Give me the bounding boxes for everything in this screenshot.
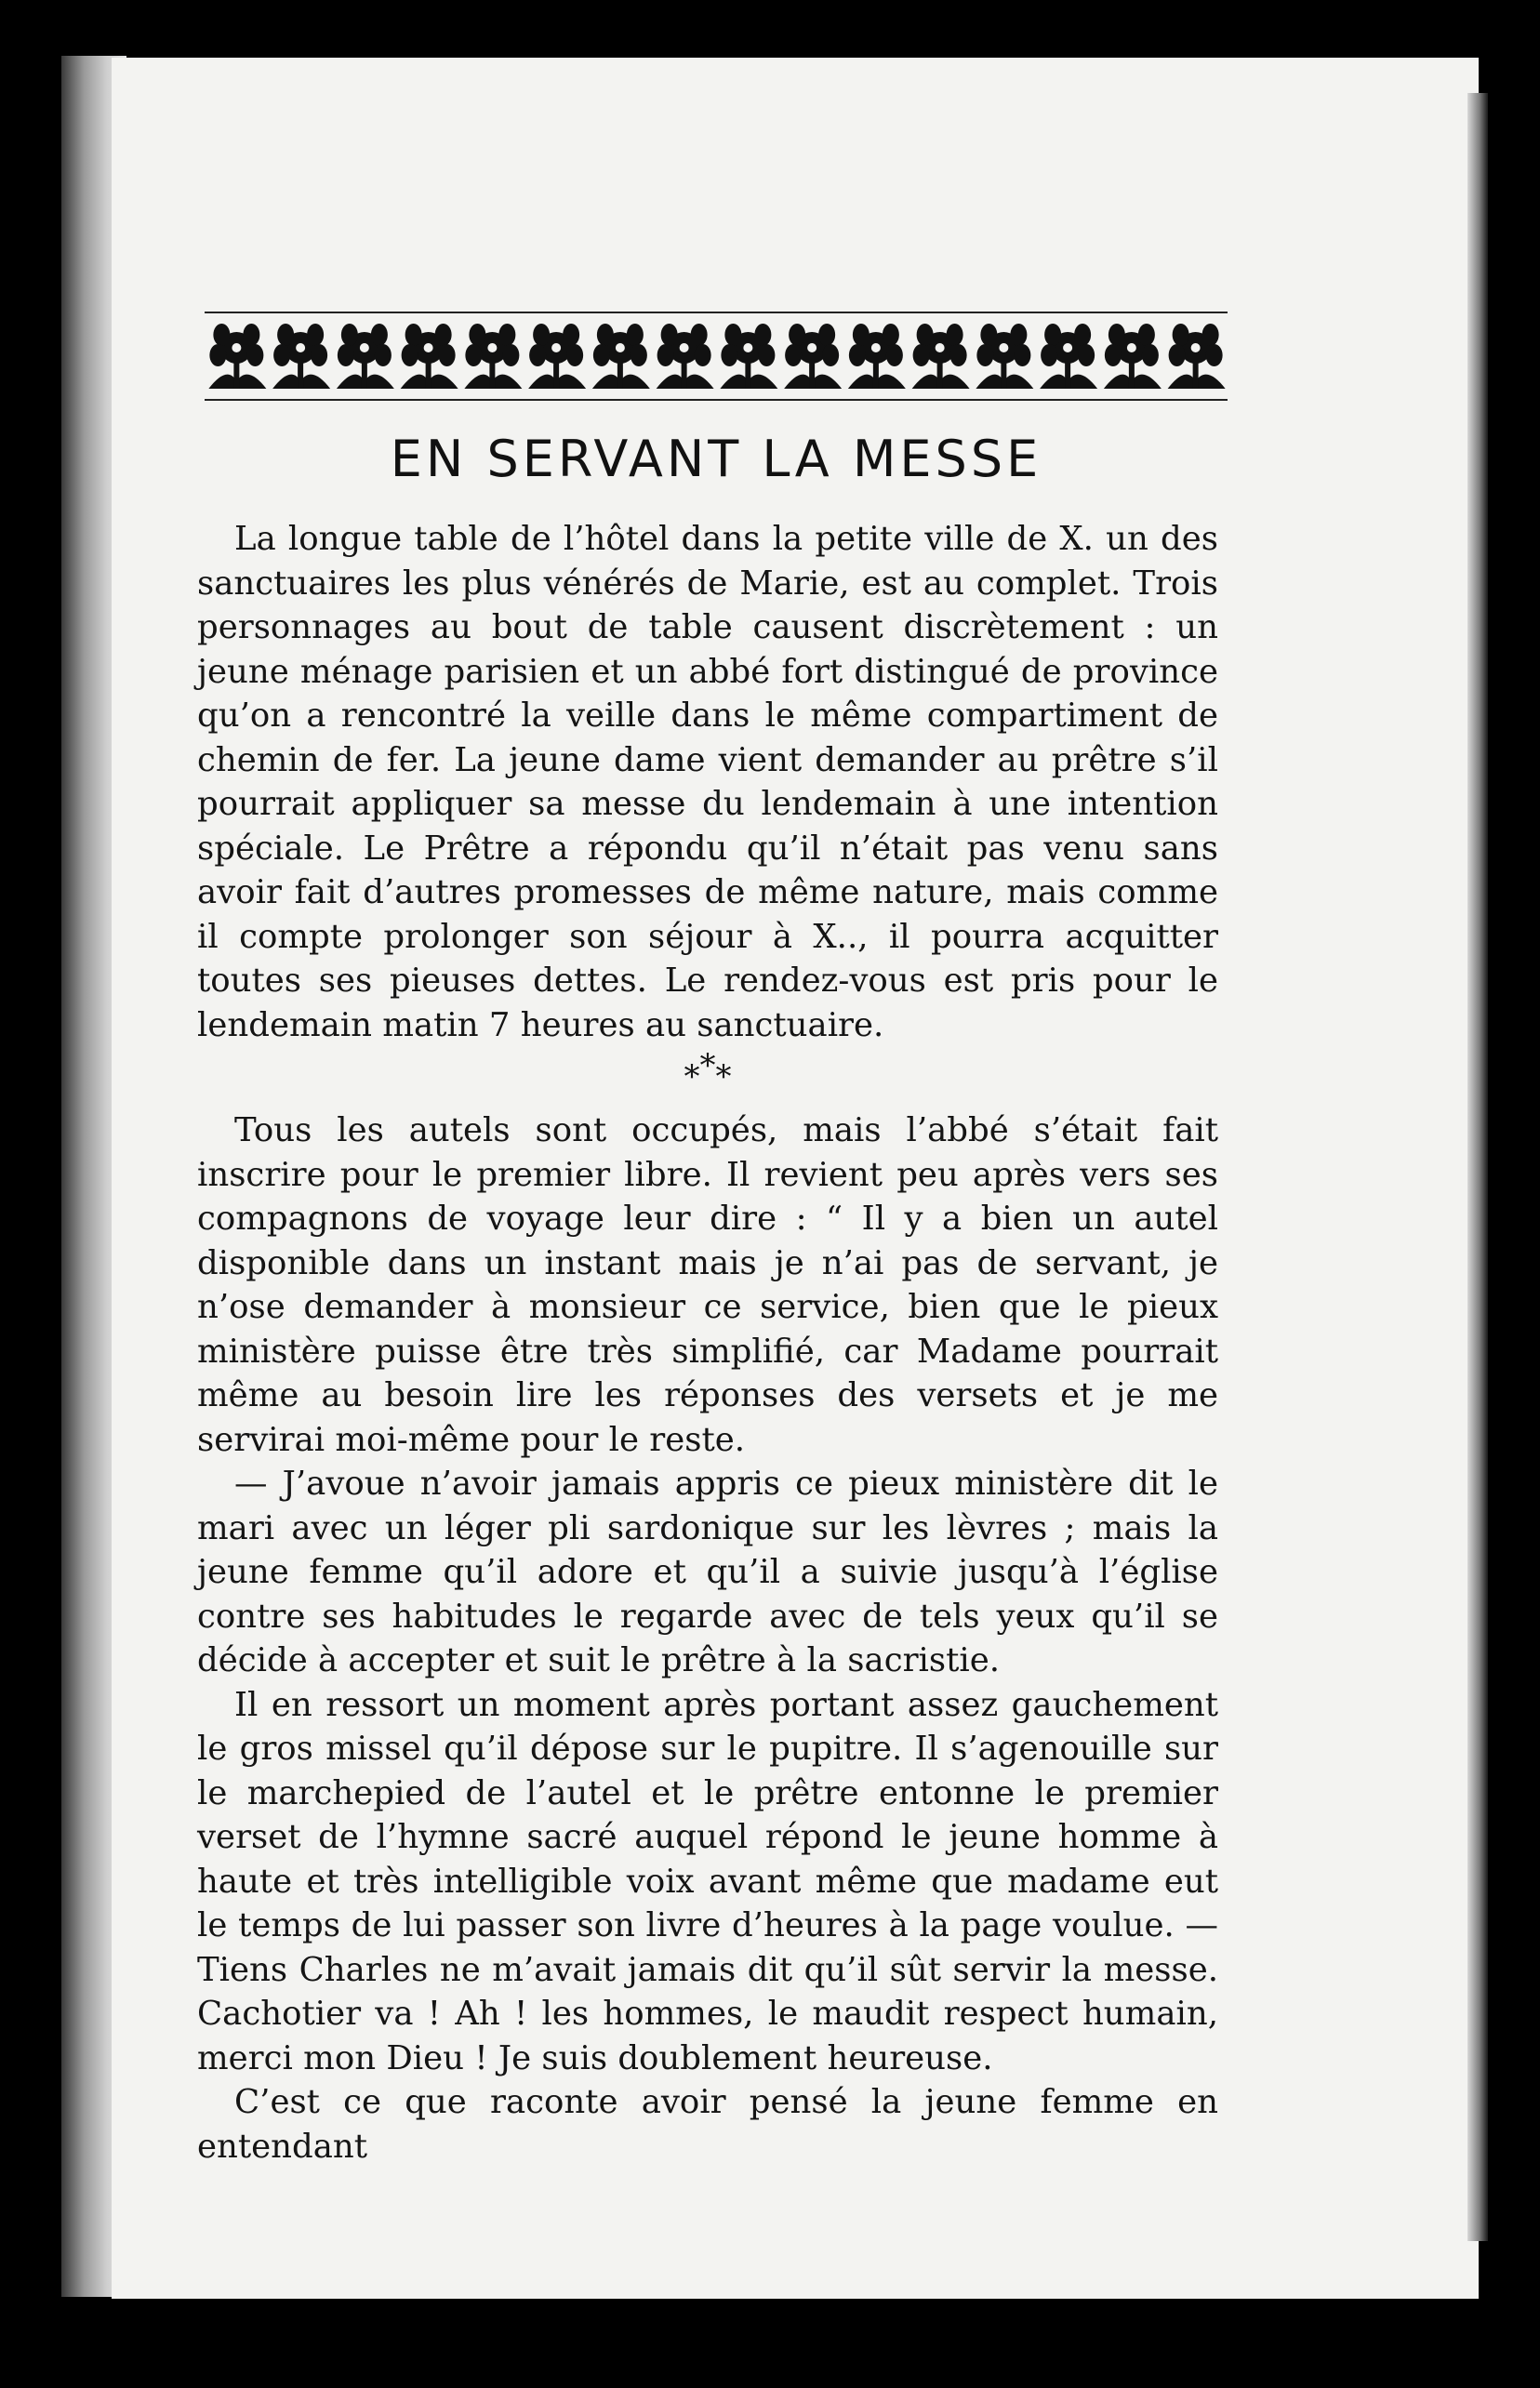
floral-motif-icon <box>784 324 842 389</box>
floral-motif-icon <box>528 324 586 389</box>
paragraph-5: C’est ce que raconte avoir pensé la jeune femme en entendant <box>197 2083 1218 2166</box>
page-edge <box>1467 93 1488 2241</box>
paragraph-4: Il en ressort un moment après portant assez gauchement le gros missel qu’il dépose sur le pupitre. Il s’agenouille sur le marchepied de l’autel et le prêtre entonne le premier verset de l’hymne sacré auquel répond le jeune homme à haute et très intelligible voix avant même que madame eut le temps de lui passer son livre d’heures à la page voulue. — Tiens Charles ne m’avait jamais dit qu’il sût servir la messe. Cachotier va ! Ah ! les hommes, le maudit respect humain, merci mon Dieu ! Je suis doublement heureuse. <box>197 1685 1218 2077</box>
floral-motif-icon <box>720 324 777 389</box>
floral-motif-icon <box>976 324 1033 389</box>
section-separator <box>197 1047 1218 1103</box>
separator-star-left: * <box>684 1058 700 1095</box>
floral-band-ornament-icon <box>205 307 1228 409</box>
floral-motif-icon <box>464 324 522 389</box>
floral-motif-icon <box>912 324 970 389</box>
floral-motif-icon <box>208 324 266 389</box>
floral-motif-icon <box>401 324 458 389</box>
floral-motif-icon <box>1104 324 1162 389</box>
paragraph-3: — J’avoue n’avoir jamais appris ce pieux ministère dit le mari avec un léger pli sardonique sur les lèvres ; mais la jeune femme qu’il adore et qu’il a suivie jusqu’à l’église contre ses habitudes le regarde avec de tels yeux qu’il se décide à accepter et suit le prêtre à la sacristie. <box>197 1465 1218 1679</box>
floral-motif-icon <box>592 324 650 389</box>
floral-motif-icon <box>657 324 714 389</box>
floral-motif-icon <box>272 324 330 389</box>
page-title: EN SERVANT LA MESSE <box>390 430 1042 488</box>
floral-motif-icon <box>848 324 906 389</box>
floral-motif-icon <box>1168 324 1226 389</box>
separator-star-right: * <box>715 1058 732 1095</box>
body-text <box>197 517 1218 2169</box>
separator-star-middle: * <box>699 1047 716 1084</box>
floral-motif-icon <box>337 324 394 389</box>
floral-motif-icon <box>1040 324 1097 389</box>
paragraph-2: Tous les autels sont occupés, mais l’abbé s’était fait inscrire pour le premier libre. Il revient peu après vers ses compagnons de voyage leur dire : “ Il y a bien un autel disponible dans un instant mais je n’ai pas de servant, je n’ose demander à monsieur ce service, bien que le pieux ministère puisse être très simplifié, car Madame pourrait même au besoin lire les réponses des versets et je me servirai moi-même pour le reste. <box>197 1111 1218 1459</box>
paragraph-1: La longue table de l’hôtel dans la petite ville de X. un des sanctuaires les plus vénérés de Marie, est au complet. Trois personnages au bout de table causent discrètement : un jeune ménage parisien et un abbé fort distingué de province qu’on a rencontré la veille dans le même compartiment de chemin de fer. La jeune dame vient demander au prêtre s’il pourrait appliquer sa messe du lendemain à une intention spéciale. Le Prêtre a répondu qu’il n’était pas venu sans avoir fait d’autres promesses de même nature, mais comme il compte prolonger son séjour à X.., il pourra acquitter toutes ses pieuses dettes. Le rendez-vous est pris pour le lendemain matin 7 heures au sanctuaire. <box>197 520 1218 1044</box>
